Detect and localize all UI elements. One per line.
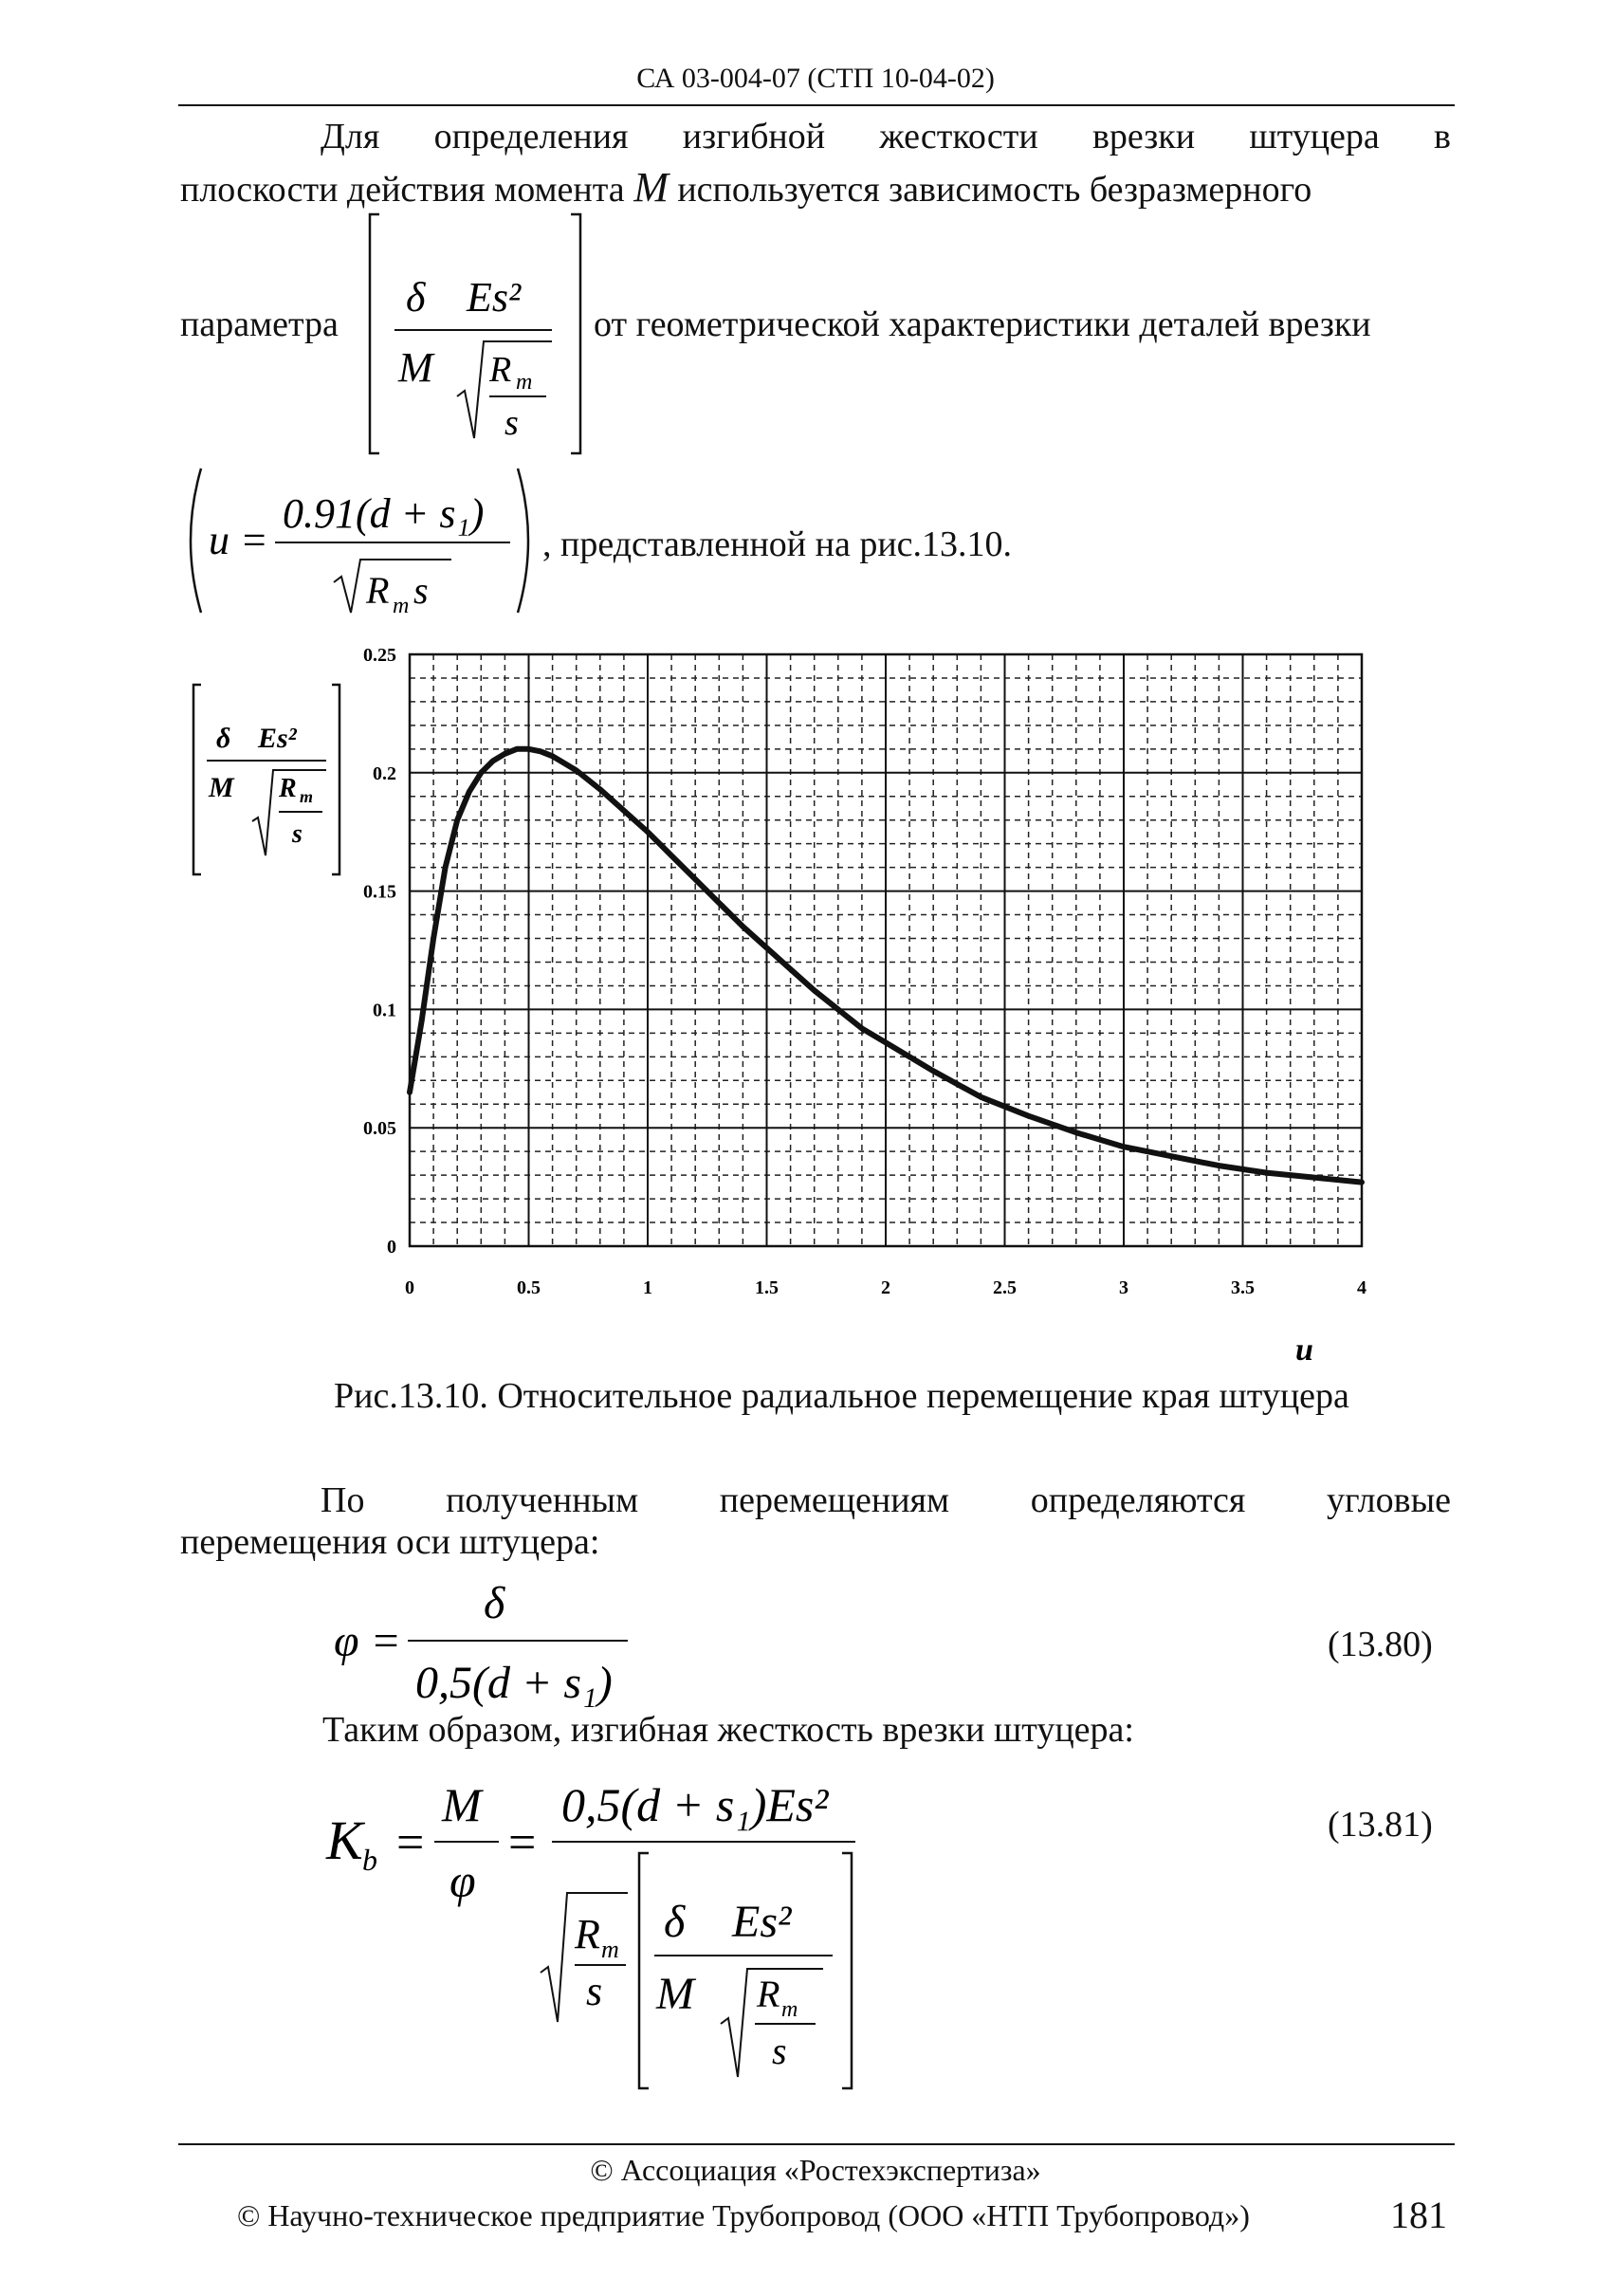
x-tick-label: 0 bbox=[405, 1277, 414, 1298]
moment-variable: M bbox=[633, 164, 669, 211]
x-tick-label: 0.5 bbox=[517, 1277, 541, 1298]
eq2-bracket-M: M bbox=[656, 1969, 694, 2019]
intro-line-1: Для определения изгибной жесткости врезки штуцера в bbox=[321, 117, 1451, 156]
u-lhs: u = bbox=[209, 517, 268, 563]
x-tick-label: 4 bbox=[1357, 1277, 1366, 1298]
equation-13-80 bbox=[322, 1570, 645, 1713]
intro-line-2-rest: используется зависимость безразмерного bbox=[677, 170, 1312, 210]
y-tick-label: 0.25 bbox=[363, 645, 396, 666]
eq2-mid-numerator: M bbox=[442, 1778, 482, 1831]
eq2-equals-2: = bbox=[508, 1816, 537, 1870]
param-Rm: R bbox=[489, 350, 512, 390]
section2-line-1: По полученным перемещениям определяются угловые bbox=[321, 1480, 1451, 1520]
y-tick-label: 0.05 bbox=[363, 1118, 396, 1140]
x-tick-label: 3 bbox=[1119, 1277, 1128, 1298]
eq2-numerator: 0,5(d + s₁)Es² bbox=[561, 1778, 829, 1831]
section2-line-3: Таким образом, изгибная жесткость врезки штуцера: bbox=[322, 1710, 1134, 1750]
param-m-sub: m bbox=[516, 370, 533, 395]
param-es2: Es² bbox=[467, 274, 522, 321]
equation-13-81 bbox=[313, 1754, 882, 2096]
eq2-lhs-K: K bbox=[326, 1809, 363, 1871]
eq2-bracket-es2: Es² bbox=[732, 1897, 792, 1947]
eq2-bracket-R: R bbox=[757, 1973, 780, 2015]
eq2-den-R: R bbox=[575, 1911, 600, 1957]
footer-line-2: © Научно-техническое предприятие Трубопровод (ООО «НТП Трубопровод») bbox=[237, 2198, 1250, 2232]
eq2-den-m: m bbox=[601, 1936, 619, 1963]
y-tick-label: 0.15 bbox=[363, 881, 396, 903]
u-denominator-m: m bbox=[393, 594, 410, 618]
x-tick-label: 2.5 bbox=[993, 1277, 1017, 1298]
ylabel-M: M bbox=[209, 772, 234, 803]
param-M: M bbox=[398, 344, 433, 391]
ylabel-m-sub: m bbox=[300, 787, 314, 806]
ylabel-es2: Es² bbox=[258, 723, 297, 754]
equation-13-80-number: (13.80) bbox=[1328, 1625, 1433, 1664]
u-numerator: 0.91(d + s₁) bbox=[283, 490, 485, 537]
param-rest: от геометрической характеристики деталей врезки bbox=[594, 304, 1371, 344]
intro-line-2-text: плоскости действия момента bbox=[180, 170, 625, 210]
ylabel-Rm: R bbox=[279, 774, 297, 803]
footer-rule bbox=[178, 2143, 1455, 2145]
eq2-lhs-sub: b bbox=[362, 1843, 377, 1877]
figure-caption: Рис.13.10. Относительное радиальное перемещение края штуцера bbox=[334, 1376, 1349, 1416]
param-word: параметра bbox=[180, 304, 339, 344]
ylabel-delta: δ bbox=[216, 723, 231, 754]
footer-line-1: © Ассоциация «Ростехэкспертиза» bbox=[590, 2153, 1041, 2187]
eq2-bracket-delta: δ bbox=[664, 1897, 686, 1947]
y-tick-label: 0 bbox=[387, 1237, 396, 1258]
eq2-bracket-s: s bbox=[772, 2030, 787, 2072]
eq2-equals-1: = bbox=[396, 1816, 425, 1870]
eq2-mid-denominator: φ bbox=[449, 1854, 476, 1907]
eq2-bracket-m: m bbox=[781, 1997, 798, 2022]
x-tick-label: 1 bbox=[643, 1277, 652, 1298]
x-tick-label: 1.5 bbox=[755, 1277, 779, 1298]
chart-tick-labels bbox=[363, 645, 1366, 1298]
u-denominator-s: s bbox=[413, 569, 429, 612]
u-denominator-R: R bbox=[366, 569, 390, 612]
section2-line-2: перемещения оси штуцера: bbox=[180, 1522, 600, 1562]
chart-x-axis-label: u bbox=[1295, 1332, 1313, 1368]
param-s: s bbox=[504, 403, 519, 443]
equation-13-81-number: (13.81) bbox=[1328, 1805, 1433, 1845]
eq2-den-s: s bbox=[586, 1968, 603, 2014]
y-tick-label: 0.2 bbox=[373, 762, 396, 784]
y-tick-label: 0.1 bbox=[373, 1000, 396, 1021]
param-delta: δ bbox=[406, 274, 426, 321]
u-formula-rest: , представленной на рис.13.10. bbox=[542, 524, 1013, 564]
eq1-lhs: φ = bbox=[334, 1616, 401, 1666]
page-number: 181 bbox=[1390, 2194, 1447, 2236]
x-tick-label: 2 bbox=[881, 1277, 890, 1298]
eq1-denominator: 0,5(d + s₁) bbox=[415, 1658, 613, 1708]
ylabel-s: s bbox=[292, 819, 303, 849]
x-tick-label: 3.5 bbox=[1231, 1277, 1255, 1298]
eq1-numerator: δ bbox=[484, 1578, 505, 1628]
document-code-header: СА 03-004-07 (СТП 10-04-02) bbox=[636, 63, 995, 94]
